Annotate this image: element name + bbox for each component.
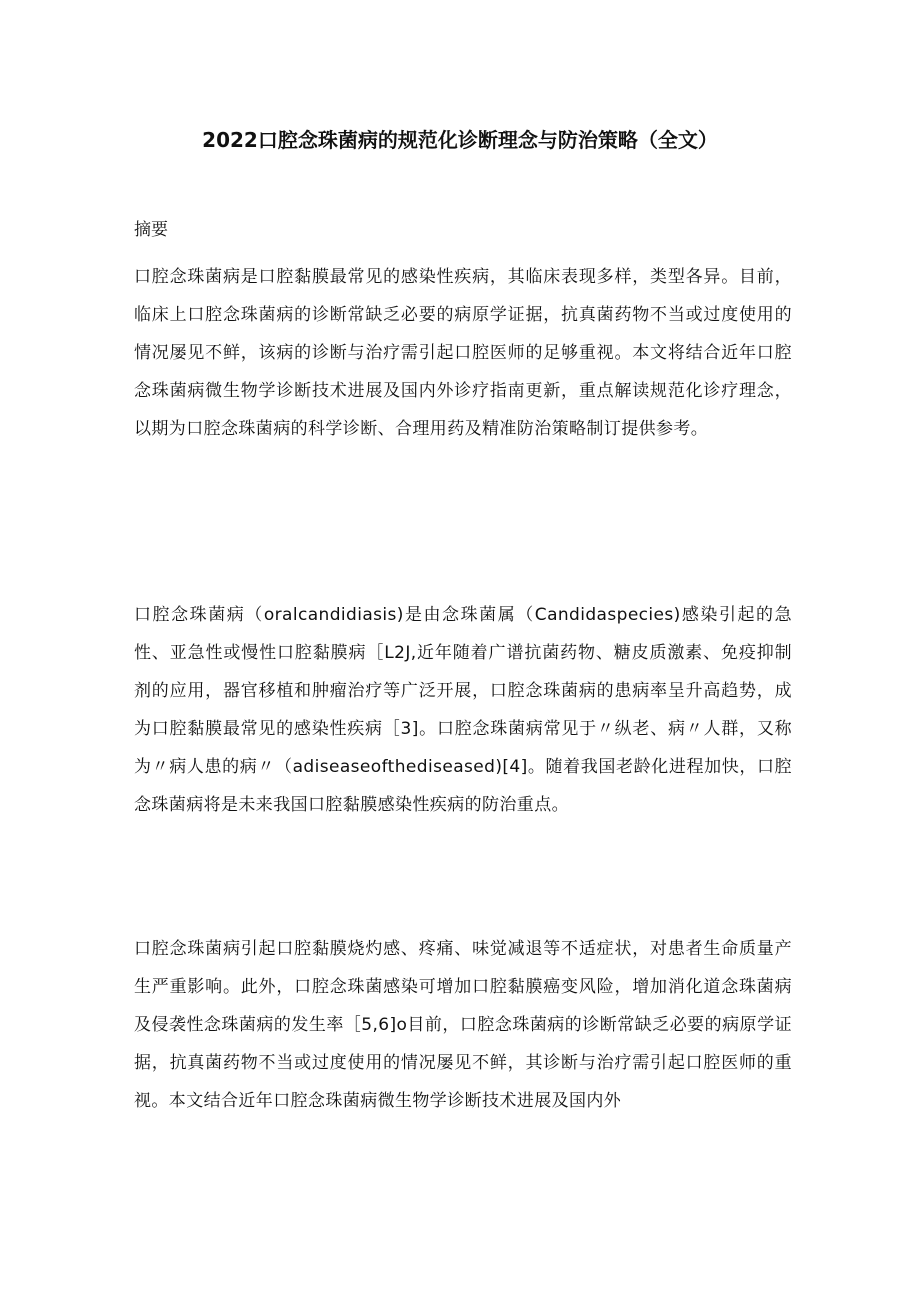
body-paragraph-1: 口腔念珠菌病（oralcandidiasis)是由念珠菌属（Candidaspecies)感染引起的急性、亚急性或慢性口腔黏膜病［L2J,近年随着广谱抗菌药物、糖皮质激素、免疫抑制剂的应用，器官移植和肿瘤治疗等广泛开展，口腔念珠菌病的患病率呈升高趋势，成为口腔黏膜最常见的感染性疾病［3]。口腔念珠菌病常见于〃纵老、病〃人群，又称为〃病人患的病〃（adiseaseofthediseased)[4]。随着我国老龄化进程加快，口腔念珠菌病将是未来我国口腔黏膜感染性疾病的防治重点。 — [134, 605, 792, 815]
document-title: 2022口腔念珠菌病的规范化诊断理念与防治策略（全文） — [202, 128, 718, 152]
abstract-paragraph: 口腔念珠菌病是口腔黏膜最常见的感染性疾病，其临床表现多样，类型各异。目前，临床上口腔念珠菌病的诊断常缺乏必要的病原学证据，抗真菌药物不当或过度使用的情况屡见不鲜，该病的诊断与治疗需引起口腔医师的足够重视。本文将结合近年口腔念珠菌病微生物学诊断技术进展及国内外诊疗指南更新，重点解读规范化诊疗理念， 以期为口腔念珠菌病的科学诊断、合理用药及精准防治策略制订提供参考。 — [134, 267, 792, 439]
body-paragraph-2: 口腔念珠菌病引起口腔黏膜烧灼感、疼痛、味觉减退等不适症状，对患者生命质量产生严重影响。此外，口腔念珠菌感染可增加口腔黏膜癌变风险，增加消化道念珠菌病及侵袭性念珠菌病的发生率［5,6]o目前，口腔念珠菌病的诊断常缺乏必要的病原学证据，抗真菌药物不当或过度使用的情况屡见不鲜，其诊断与治疗需引起口腔医师的重视。本文结合近年口腔念珠菌病微生物学诊断技术进展及国内外 — [134, 939, 792, 1111]
abstract-heading: 摘要 — [134, 220, 168, 240]
